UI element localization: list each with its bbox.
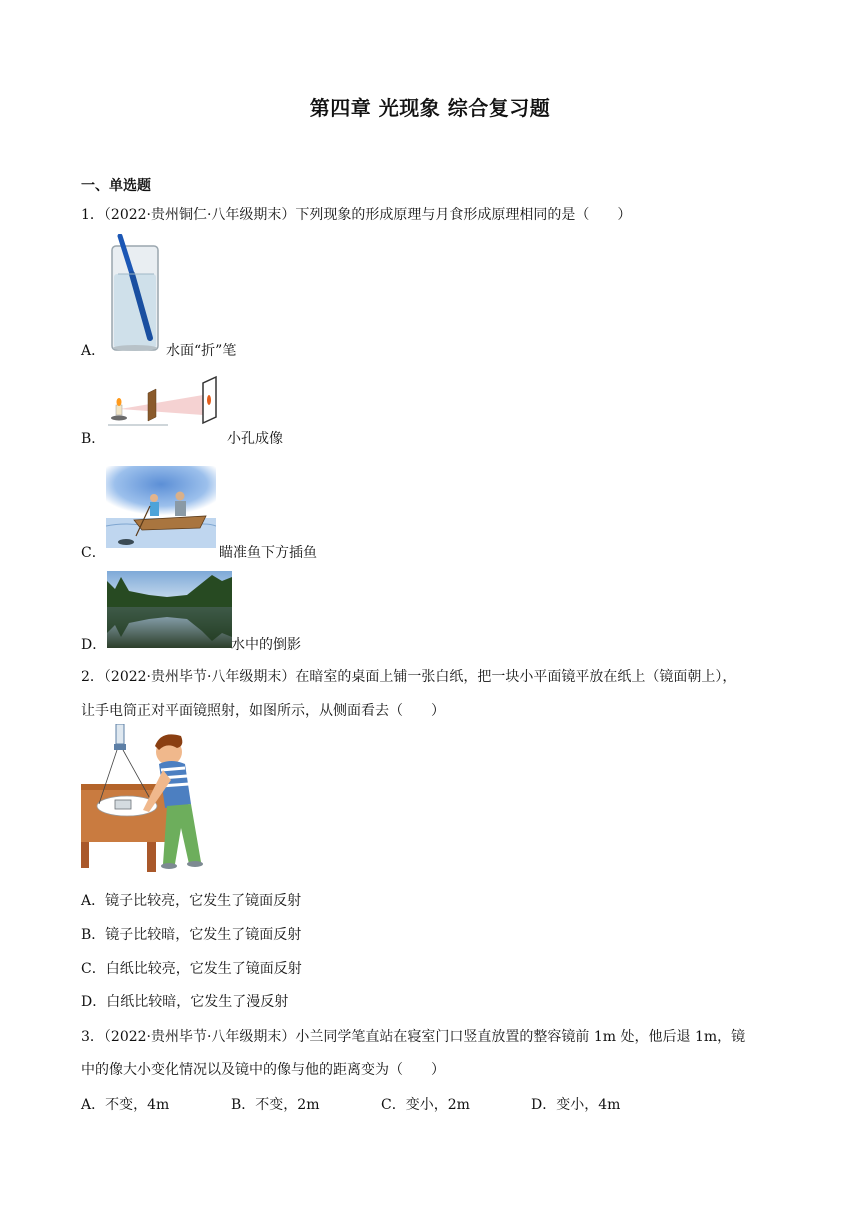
q2-option-b: B．镜子比较暗，它发生了镜面反射 — [81, 927, 302, 943]
q1-option-a-caption: 水面“折”笔 — [166, 343, 237, 359]
q2-option-c: C．白纸比较亮，它发生了镜面反射 — [81, 961, 302, 977]
section-heading: 一、单选题 — [81, 178, 151, 194]
flashlight-mirror-image — [81, 724, 213, 874]
question-2-stem-line1: 2．（2022·贵州毕节·八年级期末）在暗室的桌面上铺一张白纸，把一块小平面镜平放在纸上（镜面朝上）， — [81, 669, 737, 685]
question-1-stem: 1．（2022·贵州铜仁·八年级期末）下列现象的形成原理与月食形成原理相同的是（ ） — [81, 207, 632, 223]
glass-with-pencil-image — [110, 234, 162, 352]
question-3-stem-line2: 中的像大小变化情况以及镜中的像与他的距离变为（ ） — [81, 1062, 445, 1078]
option-label: D． — [81, 637, 107, 653]
lake-reflection-image — [107, 571, 232, 648]
pinhole-camera-image — [108, 375, 224, 429]
q3-option-b: B．不变，2m — [231, 1097, 320, 1113]
q3-option-a: A．不变，4m — [81, 1097, 170, 1113]
q3-option-d: D．变小，4m — [531, 1097, 621, 1113]
option-label: C． — [81, 545, 106, 561]
page-title: 第四章 光现象 综合复习题 — [309, 96, 551, 120]
q2-option-a: A．镜子比较亮，它发生了镜面反射 — [81, 893, 302, 909]
option-label: A． — [81, 343, 106, 359]
question-2-stem-line2: 让手电筒正对平面镜照射，如图所示，从侧面看去（ ） — [81, 703, 445, 719]
option-label: B． — [81, 431, 106, 447]
fishing-boat-image — [106, 466, 216, 548]
q1-option-d-caption: 水中的倒影 — [231, 637, 301, 653]
q3-option-c: C．变小，2m — [381, 1097, 470, 1113]
q1-option-b — [81, 428, 105, 448]
q1-option-a — [81, 340, 105, 360]
q1-option-c — [81, 542, 106, 562]
q1-option-b-caption: 小孔成像 — [227, 431, 283, 447]
q1-option-d — [81, 634, 106, 654]
question-3-stem-line1: 3．（2022·贵州毕节·八年级期末）小兰同学笔直站在寝室门口竖直放置的整容镜前 1m 处，他后退 1m，镜 — [81, 1029, 746, 1045]
q1-option-c-caption: 瞄准鱼下方插鱼 — [219, 545, 317, 561]
q2-option-d: D．白纸比较暗，它发生了漫反射 — [81, 994, 289, 1010]
